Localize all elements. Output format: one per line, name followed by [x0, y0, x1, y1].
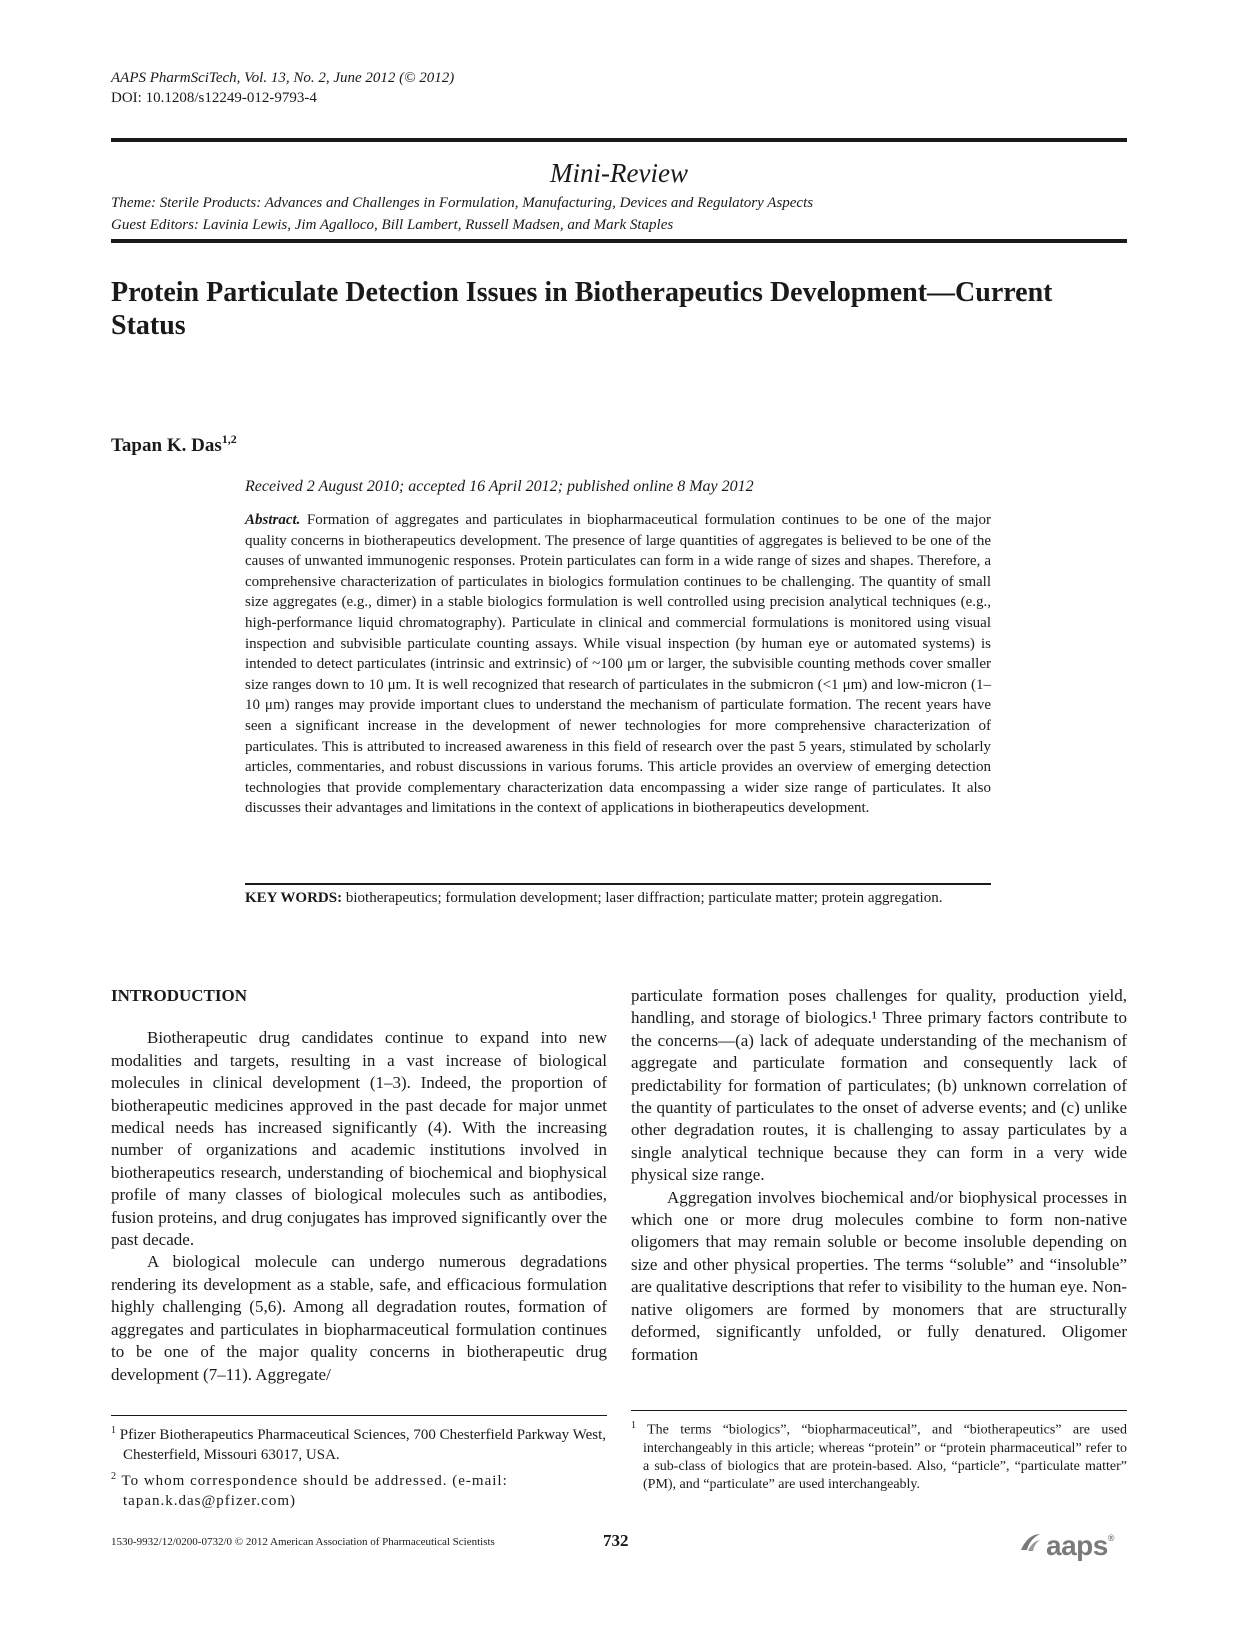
footnote-mark: 1: [631, 1420, 636, 1431]
doi: DOI: 10.1208/s12249-012-9793-4: [111, 90, 317, 106]
footnote-rule-left: [111, 1415, 607, 1416]
introduction-heading: INTRODUCTION: [111, 986, 248, 1005]
body-column-left: [111, 985, 607, 1386]
abstract-label: Abstract.: [245, 512, 301, 528]
author: [111, 432, 237, 457]
theme-line: Theme: Sterile Products: Advances and Challenges in Formulation, Manufacturing, Devices and Regulatory Aspects: [111, 195, 814, 211]
guest-editors-line: Guest Editors: Lavinia Lewis, Jim Agalloco, Bill Lambert, Russell Madsen, and Mark Staples: [111, 217, 674, 233]
header-rule-bottom: [111, 239, 1127, 243]
theme-block: [111, 192, 813, 236]
header-rule-top: [111, 138, 1127, 142]
aaps-logo: [1018, 1527, 1114, 1561]
keywords-text: biotherapeutics; formulation development; laser diffraction; particulate matter; protein aggregation.: [345, 890, 943, 906]
body-paragraph: Aggregation involves biochemical and/or biophysical processes in which one or more drug molecules combine to form non-native oligomers that may remain soluble or become insoluble depending on size and other physical properties. The terms “soluble” and “insoluble” are qualitative descriptions that refer to visibility to the human eye. Non-native oligomers are formed by monomers that are structurally deformed, significantly unfolded, or fully denatured. Oligomer formation: [631, 1187, 1127, 1364]
body-column-right: [631, 985, 1127, 1366]
footnote-text: The terms “biologics”, “biopharmaceutical”, and “biotherapeutics” are used interchangeably in this article; whereas “protein” or “protein pharmaceutical” refer to a sub-class of biologics that are protein-based. Also, “particle”, “particulate matter” (PM), and “particulate” are used interchangeably.: [643, 1422, 1127, 1492]
footnotes-right: [631, 1417, 1127, 1496]
keywords-label: KEY WORDS:: [245, 890, 343, 906]
author-affiliation-marks: 1,2: [221, 432, 237, 446]
abstract: [245, 510, 991, 819]
abstract-text: Formation of aggregates and particulates in biopharmaceutical formulation continues to be one of the major quality concerns in biotherapeutics development. The presence of large quantities of aggregates is believed to be one of the causes of unwanted immunogenic responses. Protein particulates can form in a wide range of sizes and shapes. Therefore, a comprehensive characterization of particulates in biologics formulation continues to be challenging. The quantity of small size aggregates (e.g., dimer) in a stable biologics formulation is well controlled using precision analytical techniques (e.g., high-performance liquid chromatography). Particulate in clinical and commercial formulations is monitored using visual inspection and subvisible particulate counting assays. While visual inspection (by human eye or automated systems) is intended to detect particulates (intrinsic and extrinsic) of ~100 μm or larger, the subvisible counting methods cover smaller size ranges down to 10 μm. It is well recognized that research of particulates in the submicron (<1 μm) and low-micron (1–10 μm) ranges may provide important clues to understand the mechanism of particulate formation. The recent years have seen a significant increase in the development of newer technologies for more comprehensive characterization of particulates. This is attributed to increased awareness in this field of research over the past 5 years, stimulated by scholarly articles, commentaries, and robust discussions in various forums. This article provides an overview of emerging detection technologies that provide complementary characterization data encompassing a wider size range of particulates. It also discusses their advantages and limitations in the context of applications in biotherapeutics development.: [245, 512, 992, 817]
page-number: 732: [603, 1531, 629, 1550]
body-paragraph: A biological molecule can undergo numerous degradations rendering its development as a stable, safe, and efficacious formulation highly challenging (5,6). Among all degradation routes, formation of aggregates and particulates in biopharmaceutical formulation continues to be one of the major quality concerns in biotherapeutic drug development (7–11). Aggregate/: [111, 1252, 607, 1384]
footnote-rule-right: [631, 1410, 1127, 1411]
body-paragraph: Biotherapeutic drug candidates continue to expand into new modalities and targets, resulting in a vast increase of biological molecules in clinical development (1–3). Indeed, the proportion of biotherapeutic medicines approved in the past decade for major unmet medical needs has increased significantly (4). With the increasing number of organizations and academic institutions involved in biotherapeutics research, understanding of biochemical and biophysical profile of many classes of biological molecules such as antibodies, fusion proteins, and drug conjugates has improved significantly over the past decade.: [111, 1028, 607, 1250]
footnote: [111, 1467, 607, 1511]
keywords-rule: [245, 883, 991, 885]
aaps-swoosh-icon: [1018, 1530, 1042, 1554]
aaps-wordmark-text: aaps: [1046, 1530, 1108, 1561]
body-paragraph: particulate formation poses challenges for quality, production yield, handling, and storage of biologics.¹ Three primary factors contribute to the concerns—(a) lack of adequate understanding of the mechanism of aggregate and particulate formation and consequently lack of predictability for formation of particulates; (b) unknown correlation of the quantity of particulates to the onset of adverse events; and (c) unlike other degradation routes, it is challenging to assay particulates by a single analytical technique because they can form in a very wide physical size range.: [631, 986, 1127, 1185]
footnote: [631, 1417, 1127, 1494]
aaps-wordmark: [1046, 1523, 1114, 1561]
footnotes-left: [111, 1421, 607, 1513]
author-name: Tapan K. Das: [111, 435, 222, 456]
footnote-text: To whom correspondence should be addressed. (e-mail: tapan.k.das@pfizer.com): [121, 1473, 508, 1509]
footnote-text: Pfizer Biotherapeutics Pharmaceutical Sciences, 700 Chesterfield Parkway West, Chesterfield, Missouri 63017, USA.: [119, 1427, 607, 1463]
issn-copyright: 1530-9932/12/0200-0732/0 © 2012 American Association of Pharmaceutical Scientists: [111, 1536, 495, 1548]
section-label: Mini-Review: [550, 158, 688, 188]
received-dates: Received 2 August 2010; accepted 16 April 2012; published online 8 May 2012: [245, 478, 754, 495]
journal-header: [111, 68, 454, 108]
footnote-mark: 1: [111, 1425, 116, 1436]
registered-mark: ®: [1107, 1533, 1114, 1543]
keywords: [245, 888, 991, 908]
journal-citation: AAPS PharmSciTech, Vol. 13, No. 2, June 2012 (© 2012): [111, 70, 455, 86]
footnote-mark: 2: [111, 1471, 117, 1482]
footnote: [111, 1421, 607, 1465]
article-title: Protein Particulate Detection Issues in Biotherapeutics Development—Current Status: [111, 277, 1053, 341]
